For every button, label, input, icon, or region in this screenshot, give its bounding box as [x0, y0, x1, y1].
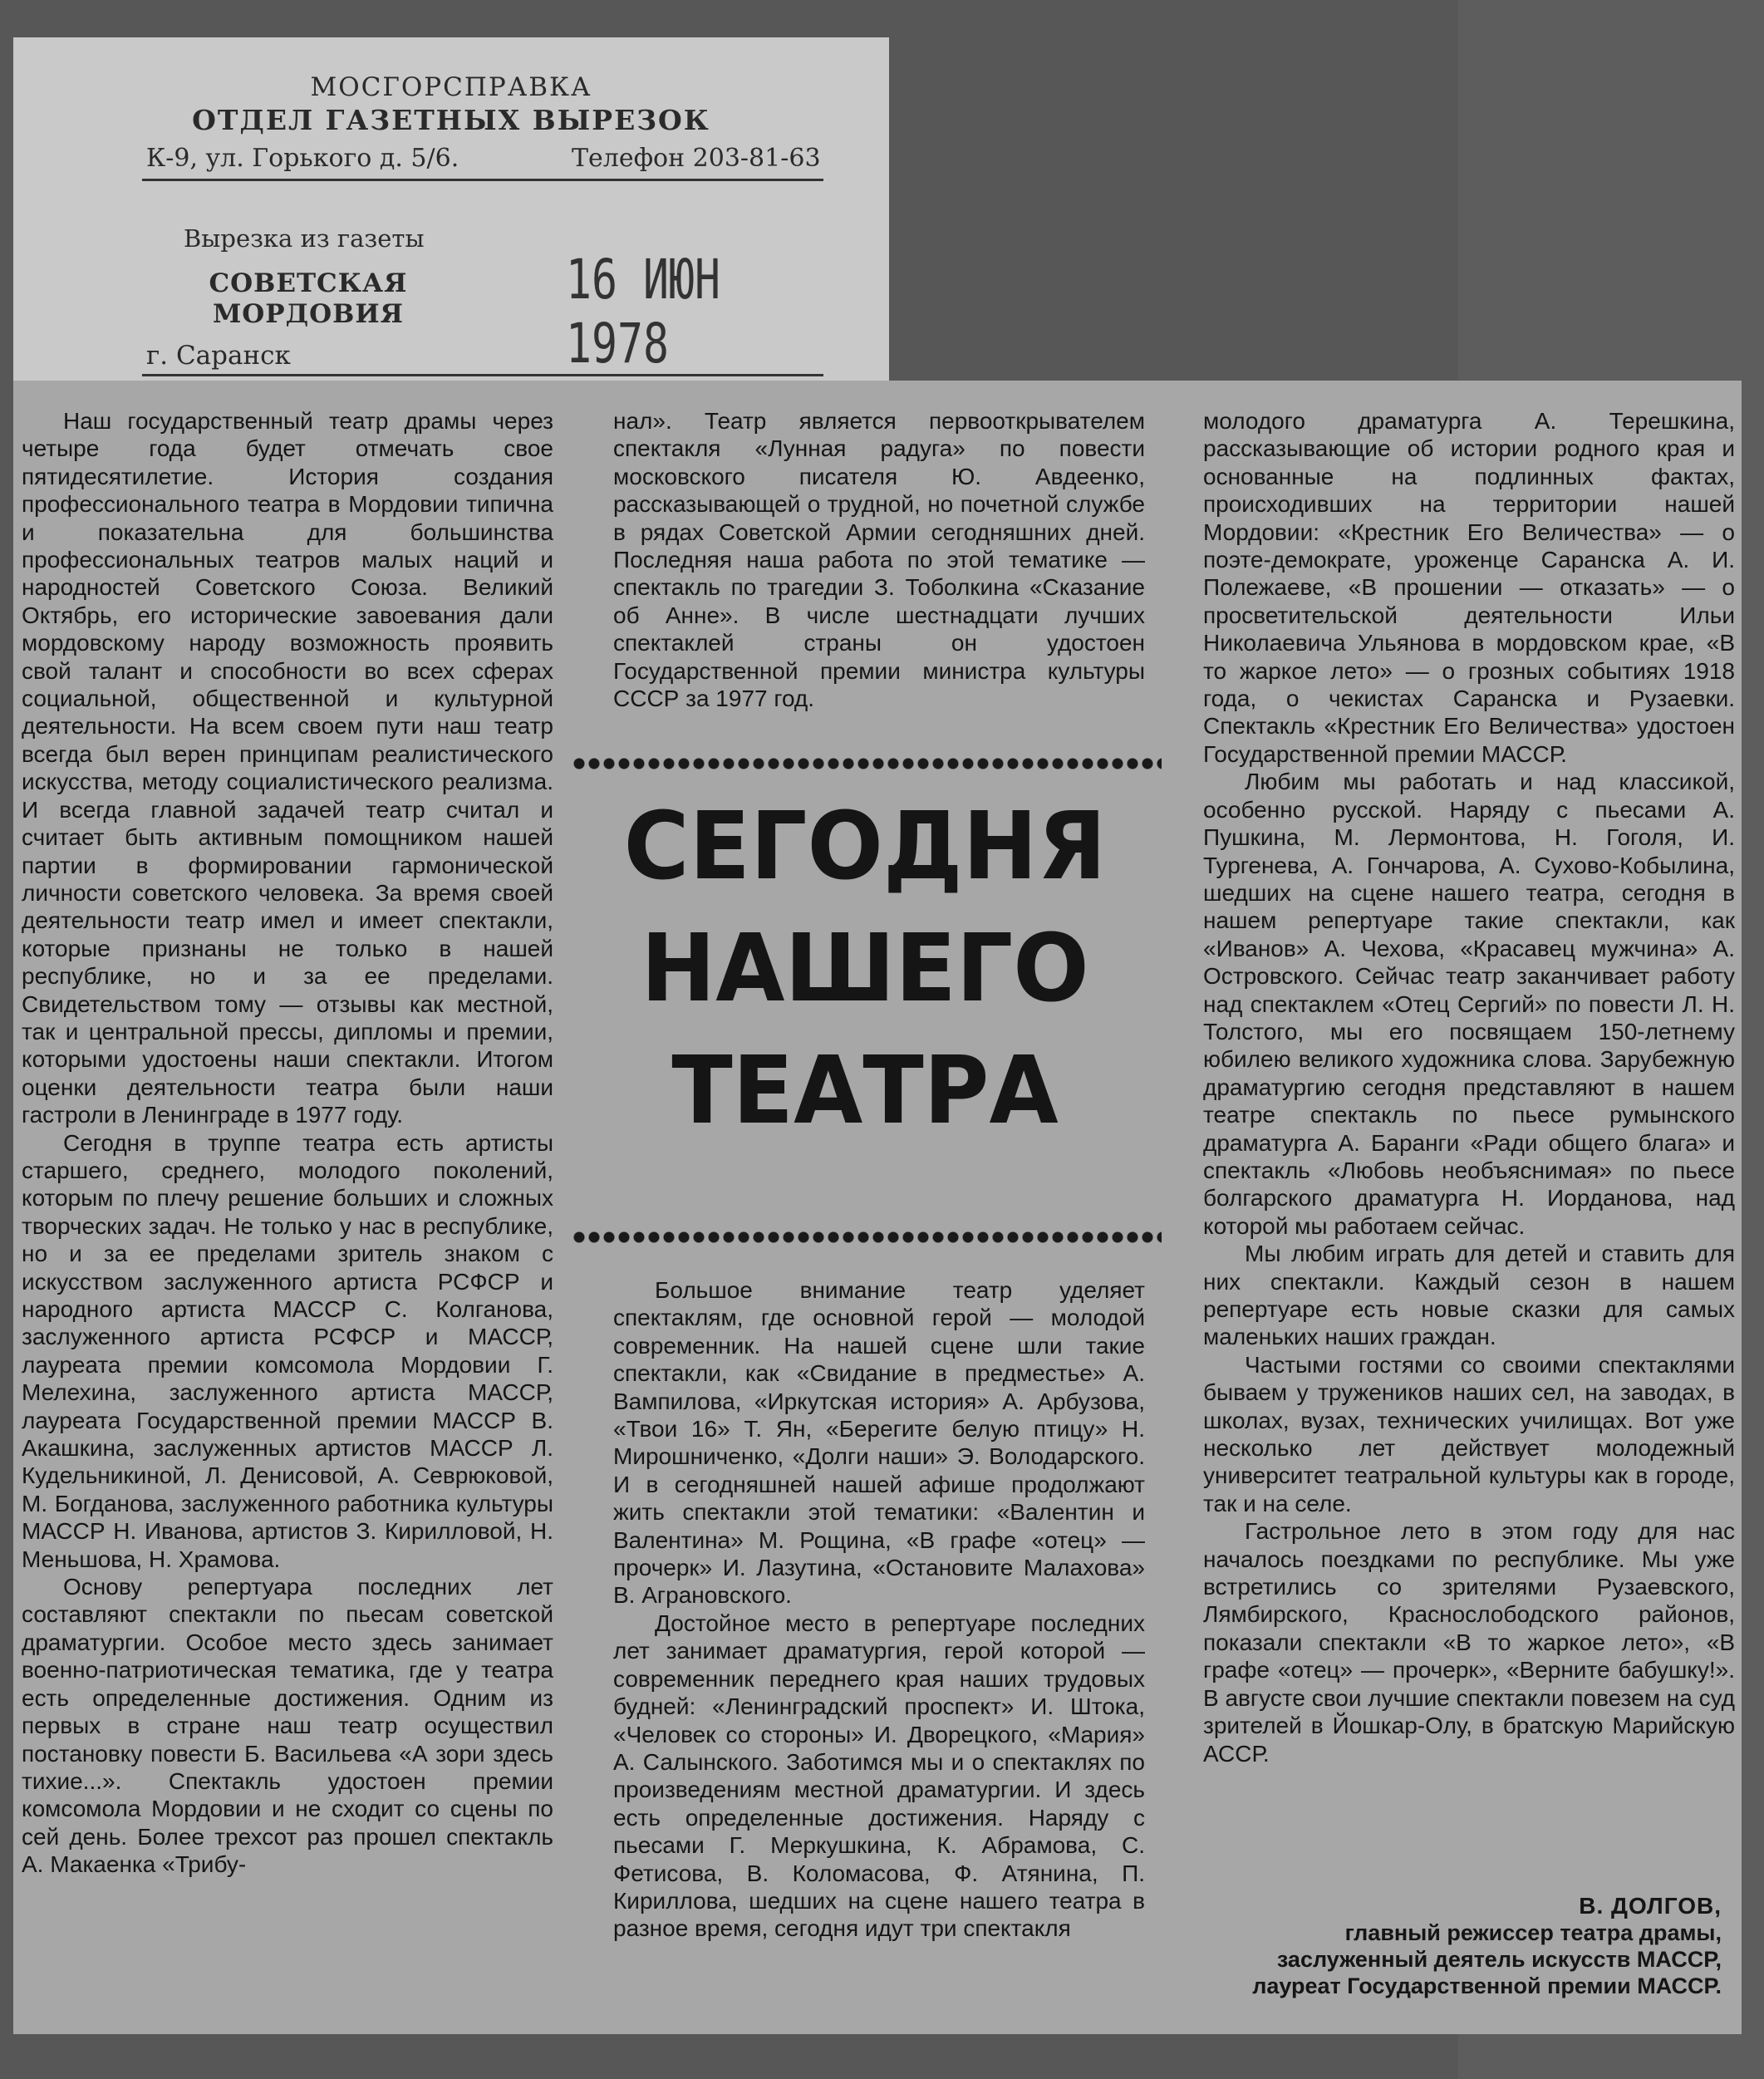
headline-line: НАШЕГО — [641, 915, 1089, 1023]
clipping-label: Вырезка из газеты — [184, 224, 425, 253]
department-name: ОТДЕЛ ГАЗЕТНЫХ ВЫРЕЗОК — [192, 104, 710, 136]
author-title: главный режиссер театра драмы, заслуженный деятель искусств МАССР, лауреат Государственной премии МАССР. — [1252, 1920, 1722, 1998]
article-column-1 — [22, 407, 553, 1879]
date-stamp: 16 ИЮН 1978 — [566, 248, 720, 376]
bureau-phone: Телефон 203-81-63 — [572, 144, 821, 173]
headline-line: СЕГОДНЯ — [623, 793, 1107, 901]
article-column-3 — [1203, 407, 1735, 1767]
article-paragraph: Частыми гостями со своими спектаклями бываем у тружеников наших сел, на заводах, в школах, вузах, технических училищах. Вот уже несколько лет действует молодежный университет театральной культуры как в городе, так и на селе. — [1203, 1351, 1735, 1516]
article-column-2-bottom — [613, 1276, 1145, 1943]
author-signature — [1203, 1893, 1722, 1999]
ornamental-rule-top — [572, 754, 1162, 773]
article-paragraph: Большое внимание театр уделяет спектаклям, где основной герой — молодой современник. На нашей сцене шли такие спектакли, как «Свидание в предместье» А. Вампилова, «Иркутская история» А. Арбузова, «Твои 16» Т. Ян, «Берегите белую птицу» Н. Мирошниченко, «Долги наши» Э. Володарского. И в сегодняшней нашей афише продолжают жить спектакли этой тематики: «Валентин и Валентина» М. Рощина, «В графе «отец» — прочерк» И. Лазутина, «Остановите Малахова» В. Аграновского. — [613, 1277, 1145, 1609]
article-paragraph: Любим мы работать и над классикой, особенно русской. Наряду с пьесами А. Пушкина, М. Лермонтова, Н. Гоголя, И. Тургенева, А. Гончарова, А. Сухово-Кобылина, шедших на сцене нашего театра, сегодня в нашем репертуаре такие спектакли, как «Иванов» А. Чехова, «Красавец мужчина» А. Островского. Сейчас театр заканчивает работу над спектаклем «Отец Сергий» по повести Л. Н. Толстого, мы его посвящаем 150-летнему юбилею великого художника слова. Зарубежную драматургию сегодня представляют в нашем театре спектакль по пьесе румынского драматурга А. Баранги «Ради общего блага» и спектакль «Любовь необъяснимая» по пьесе болгарского драматурга Н. Иорданова, над которой мы работаем сейчас. — [1203, 769, 1735, 1239]
newspaper-article — [13, 381, 1742, 2034]
newspaper-name: СОВЕТСКАЯ МОРДОВИЯ — [209, 268, 408, 329]
bureau-address: К-9, ул. Горького д. 5/6. — [146, 144, 459, 173]
article-paragraph: молодого драматурга А. Терешкина, рассказывающие об истории родного края и основанные на подлинных фактах, происходивших на территории нашей Мордовии: «Крестник Его Величества» — о поэте-демократе, уроженце Саранска А. И. Полежаеве, «В прошении — отказать» — о просветительской деятельности Ильи Николаевича Ульянова в мордовском крае, «В то жаркое лето» — о грозных событиях 1918 года, о чекистах Саранска и Рузаевки. Спектакль «Крестник Его Величества» удостоен Государственной премии МАССР. — [1203, 408, 1735, 767]
article-paragraph: Достойное место в репертуаре последних лет занимает драматургия, герой которой — современник переднего края наших трудовых будней: «Ленинградский проспект» И. Штока, «Человек со стороны» И. Дворецкого, «Мария» А. Салынского. Заботимся мы и о спектаклях по произведениям местной драматургии. И здесь есть определенные достижения. Наряду с пьесами Г. Меркушкина, К. Абрамова, С. Фетисова, В. Коломасова, Ф. Атянина, П. Кириллова, шедших на сцене нашего театра в разное время, сегодня идут три спектакля — [613, 1610, 1145, 1942]
article-column-2-top — [613, 407, 1145, 712]
headline-line: ТЕАТРА — [671, 1037, 1059, 1145]
article-paragraph: Мы любим играть для детей и ставить для них спектакли. Каждый сезон в нашем репертуаре есть новые сказки для самых маленьких наших граждан. — [1203, 1241, 1735, 1350]
divider — [142, 374, 823, 376]
article-headline — [570, 786, 1160, 1153]
article-paragraph: Гастрольное лето в этом году для нас началось поездками по республике. Мы уже встретились со зрителями Рузаевского, Лямбирского, Краснослободского районов, показали спектакли «В то жаркое лето», «В графе «отец» — прочерк», «Верните бабушку!». В августе свои лучшие спектакли повезем на суд зрителей в Йошкар-Олу, в братскую Марийскую АССР. — [1203, 1518, 1735, 1767]
article-paragraph: нал». Театр является первооткрывателем спектакля «Лунная радуга» по повести московского писателя Ю. Авдеенко, рассказывающей о трудной, но почетной службе в рядах Советской Армии сегодняшних дней. Последняя наша работа по этой тематике — спектакль по трагедии З. Тоболкина «Сказание об Анне». В числе шестнадцати лучших спектаклей страны он удостоен Государственной премии министра культуры СССР за 1977 год. — [613, 408, 1145, 712]
ornamental-rule-bottom — [572, 1228, 1162, 1246]
author-name: В. ДОЛГОВ, — [1579, 1893, 1722, 1919]
article-paragraph: Наш государственный театр драмы через четыре года будет отмечать свое пятидесятилетие. История создания профессионального театра в Мордовии типична и показательна для большинства профессиональных театров малых наций и народностей Советского Союза. Великий Октябрь, его исторические завоевания дали мордовскому народу возможность проявить свой талант и способности во всех сферах социальной, общественной и культурной деятельности. На всем своем пути наш театр всегда был верен принципам реалистического искусства, методу социалистического реализма. И всегда главной задачей театр считал и считает быть активным помощником нашей партии в формировании гармонической личности советского человека. За время своей деятельности театр имел и имеет спектакли, которые признаны не только в нашей республике, но и за ее пределами. Свидетельством тому — отзывы как местной, так и центральной прессы, дипломы и премии, которыми удостоены наши спектакли. Итогом оценки деятельности театра были наши гастроли в Ленинграде в 1977 году. — [22, 408, 553, 1128]
bureau-name: МОСГОРСПРАВКА — [310, 72, 592, 102]
article-paragraph: Основу репертуара последних лет составляют спектакли по пьесам советской драматургии. Особое место здесь занимает военно-патриотическая тематика, где у театра есть определенные достижения. Одним из первых в стране наш театр осуществил постановку повести Б. Васильева «А зори здесь тихие...». Спектакль удостоен премии комсомола Мордовии и не сходит со сцены по сей день. Более трехсот раз прошел спектакль А. Макаенка «Трибу- — [22, 1574, 553, 1878]
divider — [142, 179, 823, 181]
city-label: г. Саранск — [146, 341, 291, 371]
article-paragraph: Сегодня в труппе театра есть артисты старшего, среднего, молодого поколений, которым по плечу решение больших и сложных творческих задач. Не только у нас в республике, но и за ее пределами зритель знаком с искусством заслуженного артиста РСФСР и народного артиста МАССР С. Колганова, заслуженного артиста РСФСР и МАССР, лауреата премии комсомола Мордовии Г. Мелехина, заслуженного артиста МАССР, лауреата Государственной премии МАССР В. Акашкина, заслуженных артистов МАССР Л. Кудельникиной, Л. Денисовой, А. Севрюковой, М. Богданова, заслуженного работника культуры МАССР Н. Иванова, артистов З. Кирилловой, Н. Меньшова, Н. Храмова. — [22, 1129, 553, 1572]
clipping-bureau-slip — [13, 37, 889, 391]
